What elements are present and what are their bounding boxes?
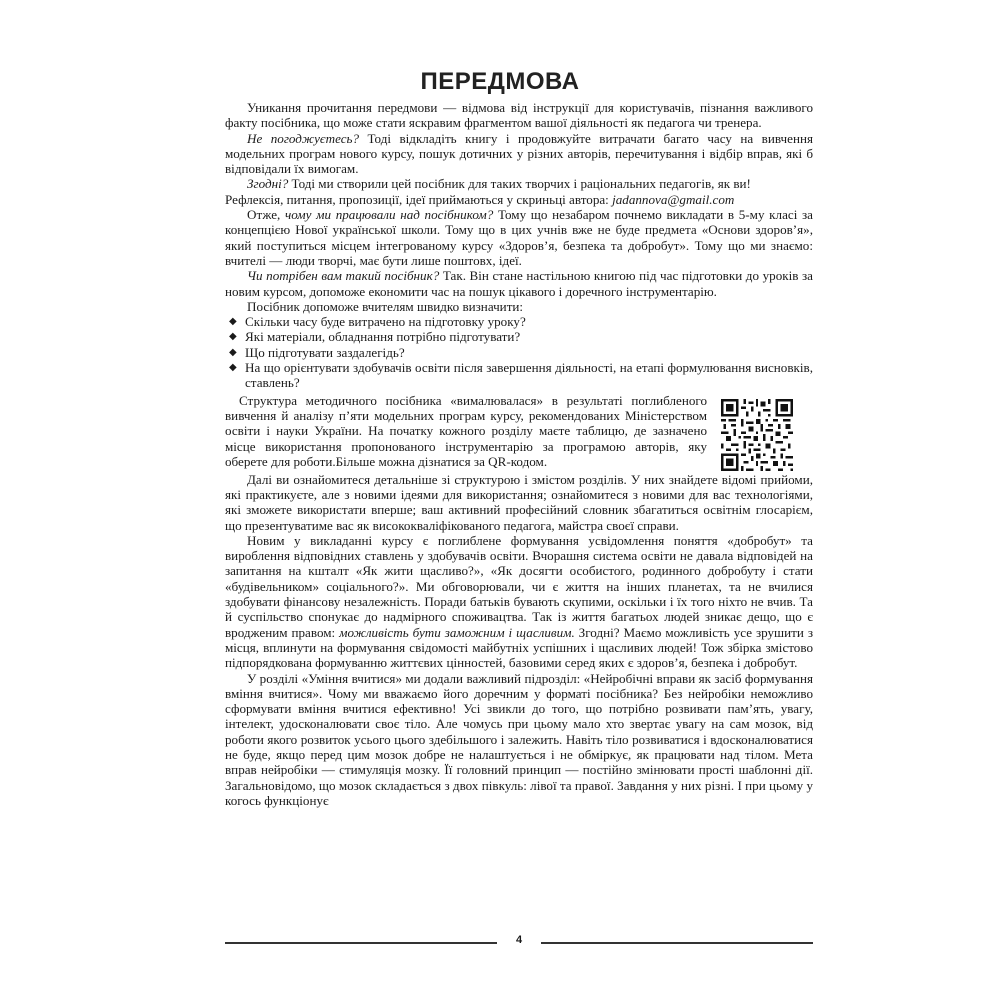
document-body: [225, 100, 813, 808]
footer-rule-right: [541, 942, 813, 944]
italic-phrase: Чи потрібен вам такий посібник?: [247, 268, 440, 284]
diamond-bullet-icon: ◆: [229, 331, 237, 343]
diamond-bullet-icon: ◆: [229, 346, 237, 358]
paragraph-disagree: Не погоджуєтесь? Тоді відкладіть книгу і продовжуйте витрачати багато часу на вивчення модельних програм нового курсу, пошук дотичних у різних авторів, перечитування і відбір вправ, які б відповідали їх вимогам.: [225, 130, 813, 177]
paragraph-structure: Структура методичного посібника «вималювалася» в результаті поглибленого вивчення й аналізу п’яти модельних програм курсу, рекомендованих Міністерством освіти і науки України. На початку кожного розділу маєте таблицю, де зазначено місце використання пропонованого інструментарію за програмою авторів, яку оберете для роботи.Більше можна дізнатися за QR-кодом.: [225, 392, 707, 469]
diamond-bullet-icon: ◆: [229, 316, 237, 328]
diamond-bullet-icon: ◆: [229, 362, 237, 374]
italic-phrase: Згодні?: [247, 176, 289, 192]
paragraph-wellbeing: Новим у викладанні курсу є поглиблене формування усвідомлення поняття «добробут» та вироблення відповідних ставлень у здобувачів освіти. Вчорашня система освіти не давала відповідей на запитання на кшталт «Як жити щасливо?», «Як досягти особистого, родинного добробуту і стати «будівельником» соціального?». Ми обговорювали, чи є життя на інших планетах, та не вчилися здобувати фінансову незалежність. Поради батьків бувають скупими, оскільки і їх того ніхто не вчив. Та й суспільство спонукає до надмірного споживацтва. Так із життя багатьох людей зникає дещо, що є вродженим правом: можливість бути заможним і щасливим. Згодні? Маємо можливість усе зрушити з місця, вплинути на формування свідомості майбутніх успішних і щасливих людей! Тож збірка змістово підпорядкована формуванню життєвих цінностей, базовими серед яких є здоров’я, безпека і добробут.: [225, 532, 813, 671]
qr-code-icon[interactable]: [721, 399, 793, 471]
list-item: ◆ Скільки часу буде витрачено на підготовку уроку?: [229, 314, 526, 330]
italic-phrase: Не погоджуєтесь?: [247, 130, 360, 146]
italic-phrase: можливість бути заможним і щасливим.: [339, 624, 575, 640]
bullet-list: [225, 314, 813, 390]
paragraph-why: Отже, чому ми працювали над посібником? Тому що незабаром почнемо викладати в 5-му класі за концепцією Нової української школи. Тому що в цих учнів вже не буде предмета «Основи здоров’я», який поступиться місцем інтегрованому курсу «Здоров’я, безпека та добробут». Тому що ми знаємо: вчителі — люди творчі, має бути лише поштовх, ідеї.: [225, 207, 813, 268]
paragraph-intro: Уникання прочитання передмови — відмова від інструкції для користувачів, пізнання важливого факту посібника, що може стати яскравим фрагментом вашої діяльності як педагога чи тренера.: [225, 100, 813, 131]
paragraph-agree: Згодні? Тоді ми створили цей посібник для таких творчих і раціональних педагогів, як ви!: [247, 176, 751, 192]
paragraph-need: Чи потрібен вам такий посібник? Так. Він стане настільною книгою під час підготовки до уроків за новим курсом, допоможе економити час на пошук цікавого і доречного інструментарію.: [225, 268, 813, 299]
list-item: ◆ На що орієнтувати здобувачів освіти після завершення діяльності, на етапі формулювання висновків, ставлень?: [229, 360, 813, 391]
paragraph-contact: Рефлексія, питання, пропозиції, ідеї приймаються у скриньці автора: jadannova@gmail.com: [225, 191, 735, 207]
italic-phrase: чому ми працювали над посібником?: [284, 207, 494, 223]
page-title: ПЕРЕДМОВА: [420, 68, 580, 95]
author-email: jadannova@gmail.com: [612, 191, 735, 207]
list-item: ◆ Що підготувати заздалегідь?: [229, 344, 405, 360]
qr-section: [225, 393, 813, 471]
page-footer: [225, 934, 813, 950]
list-item: ◆ Які матеріали, обладнання потрібно підготувати?: [229, 329, 521, 345]
page-number: 4: [515, 934, 523, 946]
paragraph-helps: Посібник допоможе вчителям швидко визначити:: [247, 298, 524, 314]
paragraph-chapters: Далі ви ознайомитеся детальніше зі структурою і змістом розділів. У них знайдете відомі прийоми, які практикуєте, але з новими ідеями для використання; ознайомитеся з новими для вас технологіями, які зможете використати вперше; ваш активний професійний словник збагатиться освітнім глосарієм, що презентуватиме вас як висококваліфікованого педагога, майстра своєї справи.: [225, 471, 813, 533]
paragraph-neurobics: У розділі «Уміння вчитися» ми додали важливий підрозділ: «Нейробічні вправи як засіб формування вміння вчитися». Чому ми вважаємо його доречним у форматі посібника? Без нейробіки неможливо сформувати вміння вчитися ефективно! Усі звикли до того, що потрібно розвивати пам’ять, увагу, інтелект, удосконалювати своє тіло. Але чомусь при цьому мало хто звертає увагу на сам мозок, від роботи якого розвиток усього цього здебільшого і залежить. Навіть тіло розвиватися і вдосконалюватися не буде, якщо перед цим мозок добре не налаштується і не обміркує, як працювати над тілом. Мета вправ нейробіки — стимуляція мозку. Її головний принцип — постійно змінювати прості шаблонні дії. Загальновідомо, що мозок складається з двох півкуль: лівої та правої. Завдання у них різні. І при цьому у когось функціонує: [225, 670, 813, 808]
